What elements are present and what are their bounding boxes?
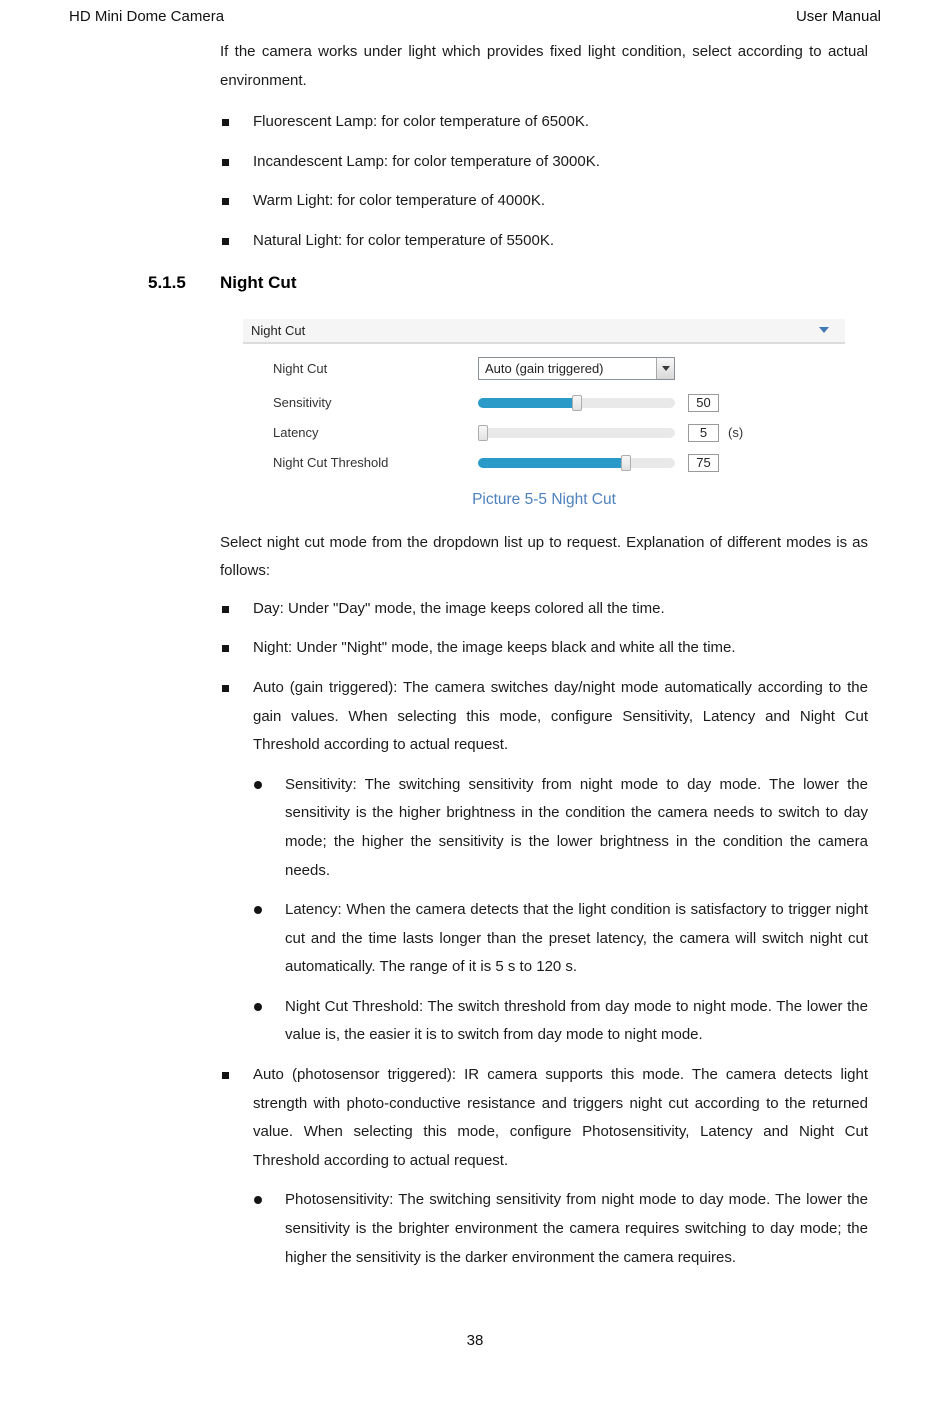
- threshold-slider[interactable]: [478, 458, 675, 468]
- light-type-list: [220, 108, 868, 255]
- header-document-title: HD Mini Dome Camera: [69, 8, 225, 25]
- sub-list-item: [254, 993, 868, 1050]
- list-item-text: Auto (gain triggered): The camera switches day/night mode automatically according to the gain values. When selecting this mode, configure Sensitivity, Latency and Night Cut Threshold according to actual request.: [253, 678, 868, 754]
- sensitivity-value-field[interactable]: 50: [688, 394, 719, 412]
- sensitivity-slider[interactable]: [478, 398, 675, 408]
- section-heading: [148, 273, 950, 293]
- figure-caption: Picture 5-5 Night Cut: [472, 490, 616, 508]
- square-bullet-icon: [222, 685, 229, 692]
- list-item-text: Auto (photosensor triggered): IR camera supports this mode. The camera detects light strength with photo-conductive resistance and triggers night cut according to the returned value. When selecting this mode, configure Photosensitivity, Latency and Night Cut Threshold according to actual request.: [253, 1066, 868, 1169]
- list-item: [220, 108, 868, 137]
- square-bullet-icon: [222, 1072, 229, 1079]
- slider-handle[interactable]: [621, 455, 631, 471]
- list-item-text: Incandescent Lamp: for color temperature of 3000K.: [253, 152, 600, 170]
- dropdown-arrow-icon: [662, 366, 670, 371]
- list-item-text: Day: Under "Day" mode, the image keeps colored all the time.: [253, 599, 665, 617]
- intro-paragraph: If the camera works under light which provides fixed light condition, select according to actual environment.: [220, 43, 868, 89]
- list-item: [220, 187, 868, 216]
- section-number: 5.1.5: [148, 272, 186, 292]
- list-item-text: Photosensitivity: The switching sensitivity from night mode to day mode. The lower the sensitivity is the brighter environment the camera requires switching to day mode; the higher the sensitivity is the darker environment the camera requires.: [285, 1191, 868, 1266]
- page-number: 38: [466, 1332, 484, 1349]
- list-item-text: Night: Under "Night" mode, the image keeps black and white all the time.: [253, 639, 736, 657]
- slider-handle[interactable]: [478, 425, 488, 441]
- list-item: [220, 674, 868, 760]
- list-item-text: Natural Light: for color temperature of 5500K.: [253, 231, 554, 249]
- slider-fill: [478, 458, 626, 468]
- sub-list-item: [254, 771, 868, 885]
- threshold-value-field[interactable]: 75: [688, 454, 719, 472]
- selected-mode-value: Auto (gain triggered): [485, 361, 604, 377]
- list-item-text: Latency: When the camera detects that the light condition is satisfactory to trigger night cut and the time lasts longer than the preset latency, the camera will switch night cut automatically. The range of it is 5 s to 120 s.: [285, 901, 868, 976]
- list-item: [220, 634, 868, 663]
- sensitivity-row: [273, 391, 835, 415]
- list-item-text: Night Cut Threshold: The switch threshold from day mode to night mode. The lower the value is, the easier it is to switch from day mode to night mode.: [285, 997, 868, 1044]
- sub-list-item: [254, 896, 868, 982]
- night-cut-settings-panel: [243, 319, 845, 479]
- square-bullet-icon: [222, 159, 229, 166]
- square-bullet-icon: [222, 645, 229, 652]
- list-item: [220, 595, 868, 624]
- list-item: [220, 1061, 868, 1175]
- dropdown-button[interactable]: [656, 358, 674, 379]
- list-item: [220, 148, 868, 177]
- latency-value-field[interactable]: 5: [688, 424, 719, 442]
- section-title: Night Cut: [220, 272, 297, 292]
- modes-paragraph: Select night cut mode from the dropdown list up to request. Explanation of different modes is as follows:: [220, 533, 868, 580]
- panel-title: Night Cut: [251, 322, 306, 338]
- night-cut-label: Night Cut: [273, 361, 328, 377]
- square-bullet-icon: [222, 238, 229, 245]
- night-cut-mode-select[interactable]: [478, 357, 675, 380]
- latency-row: [273, 421, 835, 445]
- latency-unit: (s): [728, 425, 744, 441]
- circle-bullet-icon: [254, 1196, 262, 1204]
- circle-bullet-icon: [254, 906, 262, 914]
- square-bullet-icon: [222, 606, 229, 613]
- circle-bullet-icon: [254, 1003, 262, 1011]
- list-item-text: Warm Light: for color temperature of 4000K.: [253, 192, 546, 210]
- collapse-caret-icon[interactable]: [819, 327, 829, 333]
- slider-handle[interactable]: [572, 395, 582, 411]
- header-document-type: User Manual: [795, 8, 881, 25]
- circle-bullet-icon: [254, 781, 262, 789]
- latency-label: Latency: [273, 425, 319, 441]
- night-cut-mode-row: [273, 357, 835, 381]
- latency-slider[interactable]: [478, 428, 675, 438]
- list-item-text: Fluorescent Lamp: for color temperature of 6500K.: [253, 113, 590, 131]
- mode-explanation-list: [220, 595, 868, 1272]
- list-item: [220, 227, 868, 256]
- square-bullet-icon: [222, 198, 229, 205]
- threshold-row: [273, 451, 835, 475]
- sub-list-item: [254, 1186, 868, 1272]
- slider-fill: [478, 398, 577, 408]
- sensitivity-label: Sensitivity: [273, 395, 332, 411]
- square-bullet-icon: [222, 119, 229, 126]
- threshold-label: Night Cut Threshold: [273, 455, 389, 471]
- list-item-text: Sensitivity: The switching sensitivity from night mode to day mode. The lower the sensitivity is the higher brightness in the condition the camera needs to switch to day mode; the higher the sensitivity is the lower brightness in the condition the camera needs.: [285, 775, 868, 879]
- panel-header[interactable]: [243, 319, 845, 344]
- running-header: [69, 8, 881, 25]
